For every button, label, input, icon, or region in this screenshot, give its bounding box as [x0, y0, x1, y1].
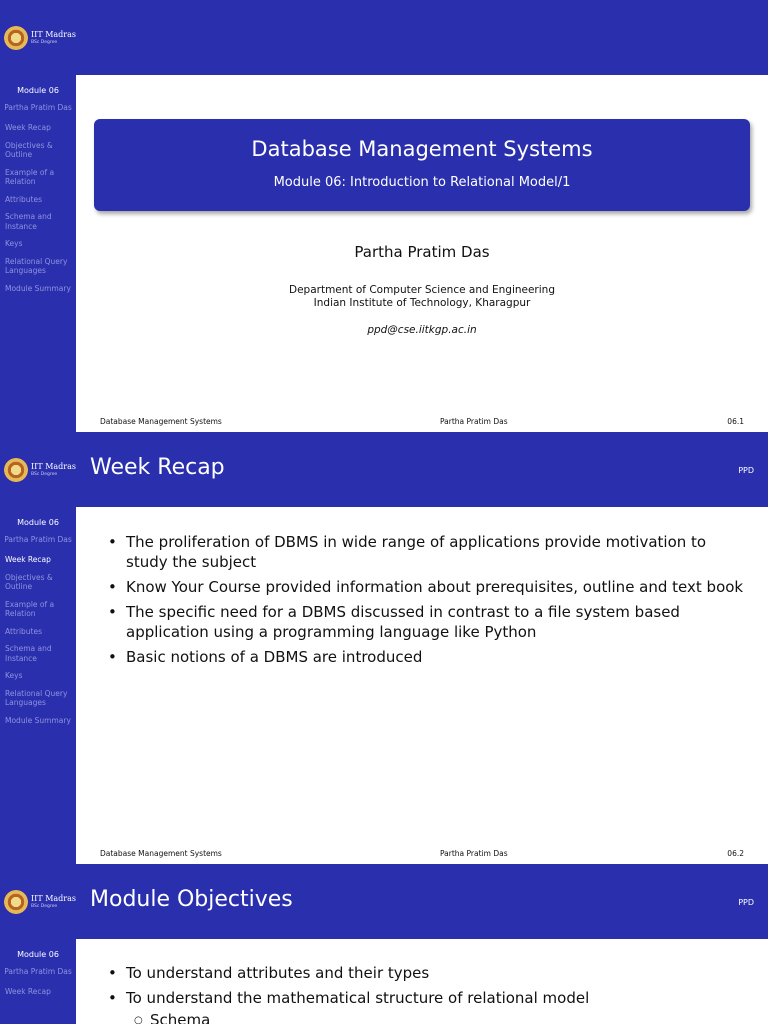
sidebar: [0, 432, 76, 864]
sidebar-item-module-summary[interactable]: Module Summary: [5, 715, 71, 725]
logo-sub: BSc Degree: [31, 40, 58, 45]
list-item: • Know Your Course provided information about prerequisites, outline and text book: [108, 577, 748, 597]
sidebar: [0, 864, 76, 1024]
sidebar-module[interactable]: Module 06: [17, 518, 59, 527]
sidebar-item-schema-instance[interactable]: Schema and Instance: [5, 212, 52, 231]
top-bar: [76, 0, 768, 75]
logo-name: IIT Madras: [31, 30, 76, 39]
title-institute: Indian Institute of Technology, Kharagpur: [313, 297, 531, 309]
sidebar-item-week-recap[interactable]: Week Recap: [5, 987, 51, 996]
footer-page: 06.2: [727, 849, 744, 858]
title-department: Department of Computer Science and Engineering: [288, 284, 555, 296]
frame-title: Week Recap: [90, 455, 225, 480]
title-author: Partha Pratim Das: [354, 243, 490, 261]
footer-author: Partha Pratim Das: [440, 417, 508, 426]
sidebar-item-attributes[interactable]: Attributes: [5, 626, 43, 636]
sidebar-item-objectives[interactable]: Objectives & Outline: [5, 140, 53, 159]
footer-course: Database Management Systems: [100, 849, 222, 858]
sidebar-nav: [0, 86, 76, 301]
list-item: • To understand attributes and their types: [108, 963, 748, 983]
ppd-badge: PPD: [738, 466, 754, 475]
sidebar-module[interactable]: Module 06: [17, 86, 59, 95]
list-item-text: To understand the mathematical structure of relational model: [126, 989, 590, 1007]
footer-page: 06.1: [727, 417, 744, 426]
sidebar-module[interactable]: Module 06: [17, 950, 59, 959]
sidebar-item-week-recap[interactable]: Week Recap: [5, 555, 51, 564]
list-item: [108, 988, 748, 1024]
iit-madras-logo: [4, 890, 76, 914]
list-item: • The proliferation of DBMS in wide range of applications provide motivation to study the subject: [108, 532, 748, 572]
sidebar-nav: [0, 518, 76, 733]
slide-week-recap: [0, 432, 768, 864]
iit-seal-icon: [4, 458, 28, 482]
logo-name: IIT Madras: [31, 462, 76, 471]
list-item: • Basic notions of a DBMS are introduced: [108, 647, 748, 667]
bullet-list: [108, 532, 748, 672]
sub-bullet-list: [126, 1010, 748, 1024]
sidebar-author[interactable]: Partha Pratim Das: [4, 967, 72, 976]
sidebar-item-query-languages[interactable]: Relational Query Languages: [5, 256, 68, 275]
sidebar: [0, 0, 76, 432]
sidebar-item-objectives[interactable]: Objectives & Outline: [5, 572, 53, 591]
slide-footer: [76, 412, 768, 432]
logo-sub: BSc Degree: [31, 472, 58, 477]
ppd-badge: PPD: [738, 898, 754, 907]
list-item: • The specific need for a DBMS discussed in contrast to a file system based application using a programming language like Python: [108, 602, 748, 642]
logo-name: IIT Madras: [31, 894, 76, 903]
iit-madras-logo: [4, 26, 76, 50]
sidebar-nav: [0, 950, 76, 1005]
slide-footer: [76, 844, 768, 864]
sidebar-item-week-recap[interactable]: Week Recap: [5, 123, 51, 132]
sidebar-author[interactable]: Partha Pratim Das: [4, 103, 72, 112]
presentation-subtitle: Module 06: Introduction to Relational Model/1: [273, 175, 571, 190]
footer-course: Database Management Systems: [100, 417, 222, 426]
sidebar-item-example-relation[interactable]: Example of a Relation: [5, 167, 55, 186]
iit-seal-icon: [4, 890, 28, 914]
frame-title: Module Objectives: [90, 887, 293, 912]
title-email: ppd@cse.iitkgp.ac.in: [367, 324, 477, 336]
sidebar-item-schema-instance[interactable]: Schema and Instance: [5, 644, 52, 663]
footer-author: Partha Pratim Das: [440, 849, 508, 858]
logo-sub: BSc Degree: [31, 904, 58, 909]
bullet-list: [108, 963, 748, 1024]
sub-list-item: ○ Schema: [130, 1010, 748, 1024]
presentation-title: Database Management Systems: [251, 137, 593, 161]
iit-madras-logo: [4, 458, 76, 482]
sidebar-item-attributes[interactable]: Attributes: [5, 194, 43, 204]
sidebar-item-query-languages[interactable]: Relational Query Languages: [5, 688, 68, 707]
sidebar-item-example-relation[interactable]: Example of a Relation: [5, 599, 55, 618]
title-box: [94, 119, 750, 211]
sidebar-item-module-summary[interactable]: Module Summary: [5, 283, 71, 293]
slide-title: [0, 0, 768, 432]
sidebar-item-keys[interactable]: Keys: [5, 671, 23, 680]
sidebar-author[interactable]: Partha Pratim Das: [4, 535, 72, 544]
iit-seal-icon: [4, 26, 28, 50]
sidebar-item-keys[interactable]: Keys: [5, 239, 23, 248]
slide-module-objectives: [0, 864, 768, 1024]
